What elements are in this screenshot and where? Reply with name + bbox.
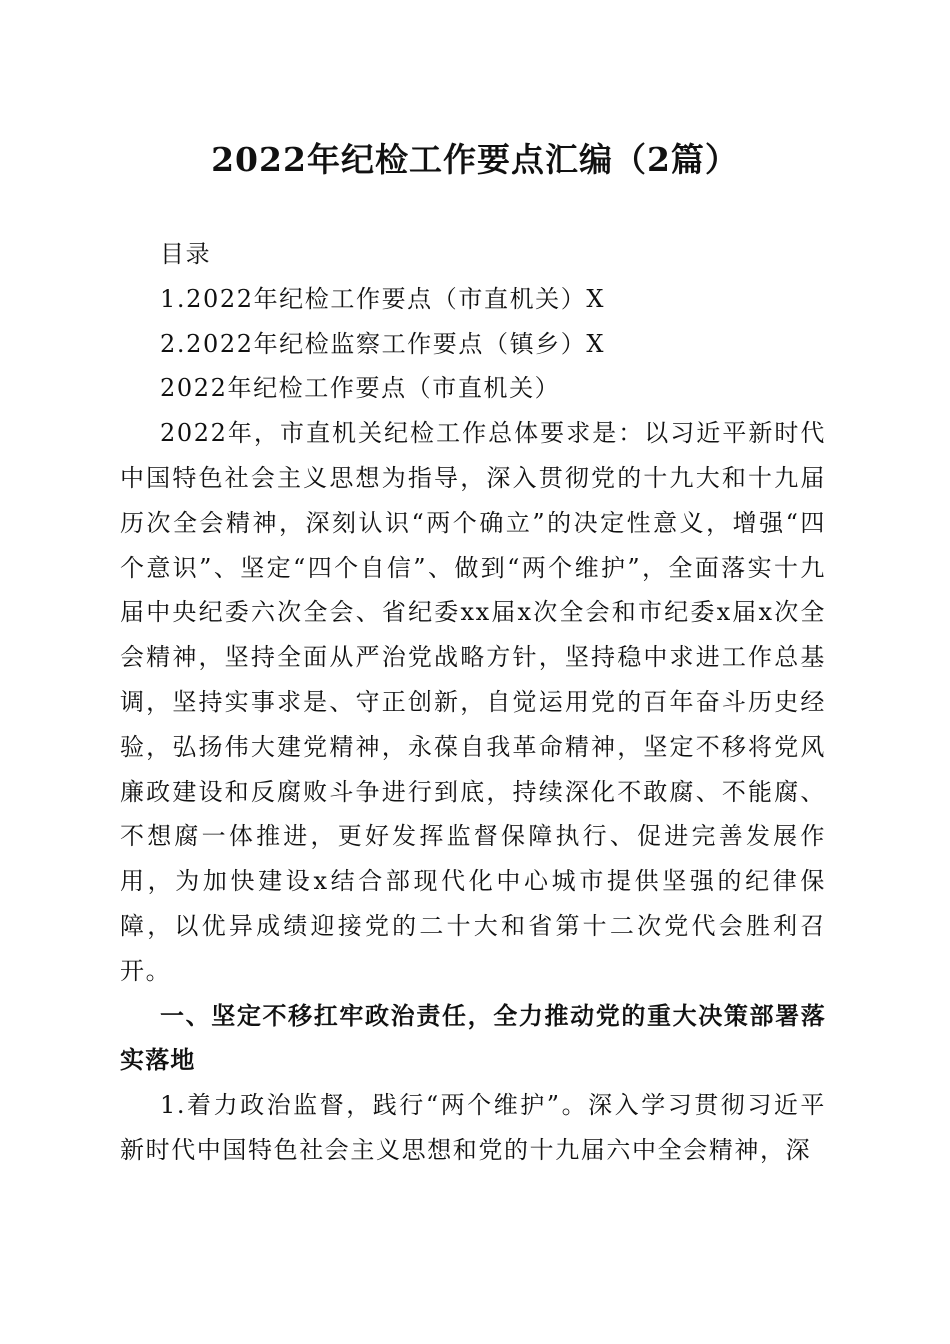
document-title: 2022年纪检工作要点汇编（2篇） [211,140,739,179]
toc-item-1: 1.2022年纪检工作要点（市直机关）X [160,284,606,313]
document-body [120,232,826,1173]
toc-label: 目录 [160,240,212,268]
paragraph-1: 1.着力政治监督，践行“两个维护”。深入学习贯彻习近平新时代中国特色社会主义思想和党的十九届六中全会精神，深 [120,1091,826,1164]
toc-item-2: 2.2022年纪检监察工作要点（镇乡）X [160,329,606,358]
intro-paragraph: 2022年，市直机关纪检工作总体要求是：以习近平新时代中国特色社会主义思想为指导，深入贯彻党的十九大和十九届历次全会精神，深刻认识“两个确立”的决定性意义，增强“四个意识”、坚定“四个自信”、做到“两个维护”，全面落实十九届中央纪委六次全会、省纪委xx届x次全会和市纪委x届x次全会精神，坚持全面从严治党战略方针，坚持稳中求进工作总基调，坚持实事求是、守正创新，自觉运用党的百年奋斗历史经验，弘扬伟大建党精神，永葆自我革命精神，坚定不移将党风廉政建设和反腐败斗争进行到底，持续深化不敢腐、不能腐、不想腐一体推进，更好发挥监督保障执行、促进完善发展作用，为加快建设x结合部现代化中心城市提供坚强的纪律保障，以优异成绩迎接党的二十大和省第十二次党代会胜利召开。 [120,419,826,985]
section-heading-1: 一、坚定不移扛牢政治责任，全力推动党的重大决策部署落实落地 [120,1001,826,1075]
section-title: 2022年纪检工作要点（市直机关） [160,374,561,403]
